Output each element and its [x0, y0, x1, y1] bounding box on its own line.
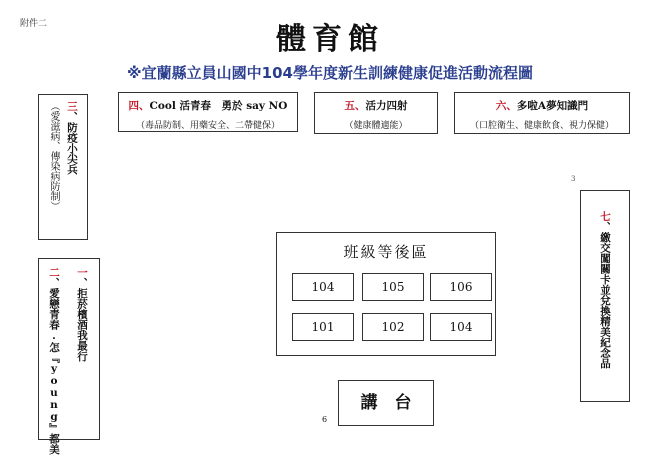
classroom-102: 102 [362, 313, 424, 341]
station-3-box [38, 94, 88, 240]
station-7-box [580, 190, 630, 402]
station-7-sep: 、 [599, 221, 611, 232]
station-5-box [314, 92, 438, 134]
station-1 [75, 267, 89, 362]
station-3-number: 三 [66, 101, 78, 112]
station-2 [47, 267, 61, 455]
station-1-number: 一 [76, 267, 88, 278]
station-3-detail: （愛滋病、傳染病防制） [48, 101, 59, 211]
station-5-sep: 、 [355, 100, 366, 112]
station-1-sep: 、 [76, 277, 88, 288]
station-6-detail: （口腔衛生、健康飲食、視力保健） [469, 121, 614, 131]
station-4-name: Cool 活青春 勇於 say NO [149, 100, 288, 112]
page-number: 6 [322, 415, 328, 424]
station-4-sep: 、 [139, 100, 150, 112]
classroom-101: 101 [292, 313, 354, 341]
station-3-name: 防疫小尖兵 [66, 122, 78, 175]
station-2-sep: 、 [48, 277, 60, 288]
station-5-number: 五 [344, 100, 355, 112]
classroom-104-bottom: 104 [430, 313, 492, 341]
station-4-number: 四 [128, 100, 140, 112]
classroom-104-top: 104 [292, 273, 354, 301]
station-6-number: 六 [495, 100, 507, 112]
station-5-name: 活力四射 [365, 100, 408, 112]
station-3-heading [65, 101, 79, 175]
waiting-area [276, 232, 496, 356]
small-mark: 3 [571, 175, 576, 183]
classroom-105: 105 [362, 273, 424, 301]
station-1-2-box [38, 258, 100, 455]
station-1-text: 拒菸檳酒我最行 [76, 288, 88, 362]
attachment-label: 附件二 [20, 19, 48, 29]
classroom-106: 106 [430, 273, 492, 301]
page-title: 體育館 [276, 22, 384, 57]
station-5-detail: （健康體適能） [344, 121, 408, 131]
station-4-box [118, 92, 298, 132]
station-2-text: 愛戀青春.怎『young』都美 [48, 288, 60, 455]
stage-box [338, 380, 434, 426]
stage-label: 講 台 [360, 393, 412, 413]
page-subtitle: ※宜蘭縣立員山國中104學年度新生訓練健康促進活動流程圖 [127, 64, 533, 82]
waiting-area-label: 班級等後區 [343, 243, 429, 261]
station-7-name: 繳交闖關卡並兌換精美紀念品 [599, 232, 611, 369]
station-6-name: 多啦A夢知識門 [516, 100, 589, 112]
station-6-box [454, 92, 630, 134]
station-6-sep: 、 [506, 100, 517, 112]
station-7-number: 七 [599, 211, 611, 222]
station-4-detail: （毒品防制、用藥安全、二帶健保） [135, 121, 280, 131]
station-3-sep: 、 [66, 111, 78, 122]
station-2-number: 二 [48, 267, 60, 278]
